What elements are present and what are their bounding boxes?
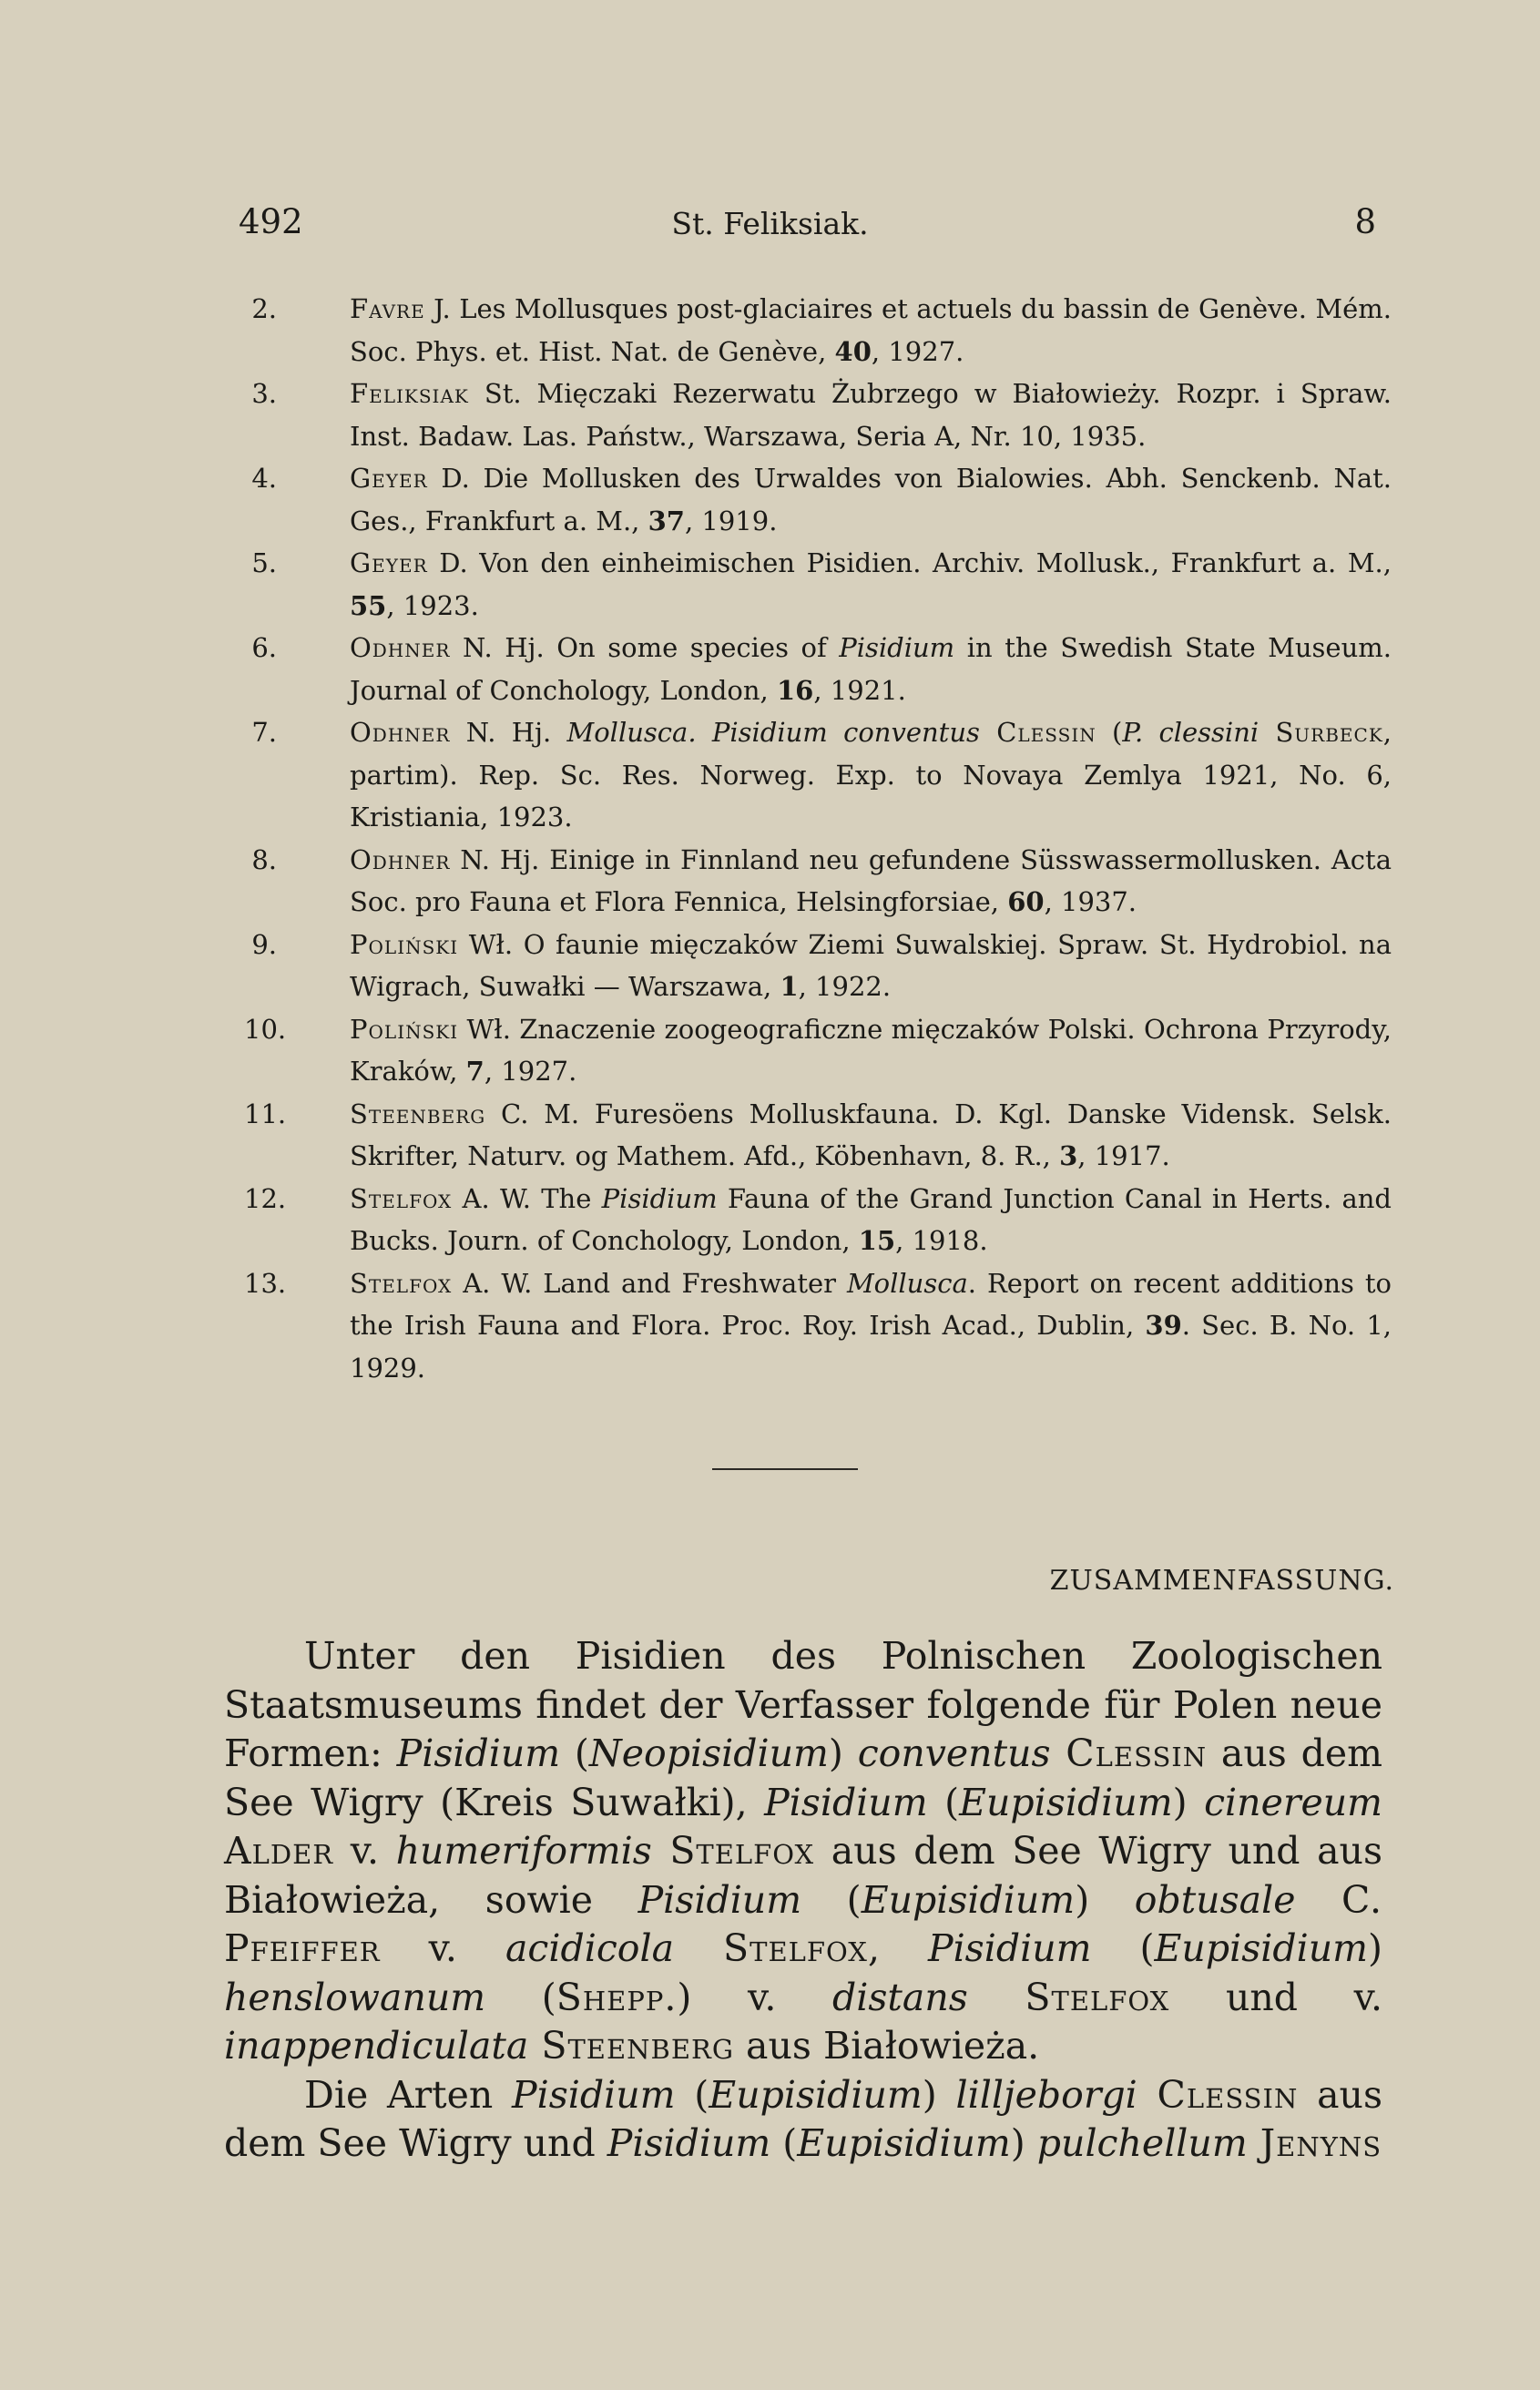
- reference-item: [244, 711, 1392, 839]
- reference-text: . Report on recent additions to the Irish Fauna and Flora. Proc. Roy. Irish Acad., Dublin,: [350, 1267, 1392, 1341]
- summary-run: (: [927, 1780, 960, 1824]
- reference-text: , 1927.: [484, 1056, 577, 1087]
- summary-run: (: [560, 1731, 589, 1775]
- summary-title: ZUSAMMENFASSUNG.: [1049, 1565, 1394, 1597]
- reference-text: (: [1096, 717, 1123, 748]
- reference-author: Stelfox: [350, 1267, 453, 1299]
- reference-text: C. M. Furesöens Molluskfauna. D. Kgl. Danske Vidensk. Selsk. Skrifter, Naturv. og Mathem. Afd., Köbenhavn, 8. R.,: [350, 1098, 1392, 1171]
- reference-author: Feliksiak: [350, 378, 469, 409]
- reference-volume: 37: [648, 505, 685, 536]
- reference-text: , 1922.: [798, 971, 892, 1002]
- summary-run: (: [801, 1877, 862, 1922]
- reference-volume: 16: [777, 674, 814, 706]
- reference-number: 6.: [251, 632, 277, 663]
- reference-author: Geyer: [350, 463, 428, 494]
- reference-number: 13.: [244, 1267, 287, 1299]
- reference-text: . Sec. B. No. 1, 1929.: [350, 1310, 1392, 1384]
- reference-number: 11.: [244, 1098, 287, 1129]
- reference-text: , 1927.: [871, 335, 964, 367]
- reference-text: in the Swedish State Museum. Journal of Conchology, London,: [350, 632, 1392, 706]
- author-name: Stelfox: [651, 1829, 815, 1873]
- reference-number: 5.: [251, 547, 277, 578]
- taxon-italic: Eupisidium: [959, 1780, 1173, 1824]
- reference-volume: 40: [834, 335, 872, 367]
- reference-item: [244, 839, 1392, 924]
- reference-number: 4.: [251, 463, 277, 494]
- summary-paragraph: [224, 1632, 1382, 2071]
- author-name: Stelfox: [674, 1926, 868, 1970]
- reference-italic: Pisidium: [601, 1182, 718, 1214]
- summary-text: [224, 1632, 1382, 2169]
- summary-run: v.: [333, 1829, 396, 1873]
- reference-text: , partim). Rep. Sc. Res. Norweg. Exp. to Novaya Zemlya 1921, No. 6, Kristiania, 1923.: [350, 717, 1392, 832]
- summary-run: ): [828, 1731, 858, 1775]
- reference-volume: 7: [465, 1056, 484, 1087]
- author-name: Clessin: [1050, 1731, 1208, 1775]
- taxon-italic: henslowanum: [224, 1975, 486, 2019]
- taxon-italic: cinereum: [1204, 1780, 1382, 1824]
- reference-item: [244, 1262, 1392, 1390]
- reference-text: , 1918.: [895, 1225, 988, 1256]
- summary-run: ): [922, 2072, 956, 2117]
- taxon-italic: obtusale: [1134, 1877, 1296, 1922]
- summary-paragraph: [224, 2071, 1382, 2169]
- author-name: Alder: [224, 1829, 334, 1873]
- reference-text: Wł. O faunie mięczaków Ziemi Suwalskiej. Spraw. St. Hydrobiol. na Wigrach, Suwałki — Warszawa,: [350, 928, 1392, 1002]
- reference-author: Steenberg: [350, 1098, 486, 1129]
- reference-number: 8.: [251, 843, 277, 875]
- reference-volume: 1: [780, 971, 799, 1002]
- author-name: Jenyns: [1247, 2121, 1382, 2165]
- taxon-italic: Pisidium: [512, 2072, 676, 2117]
- reference-number: 2.: [251, 293, 277, 324]
- reference-number: 3.: [251, 378, 277, 409]
- reference-text: D. Von den einheimischen Pisidien. Archiv. Mollusk., Frankfurt a. M.,: [427, 547, 1392, 578]
- reference-list: [244, 288, 1392, 1389]
- reference-author: Poliński: [350, 1013, 459, 1045]
- taxon-italic: Eupisidium: [797, 2121, 1011, 2165]
- reference-author: Clessin: [979, 717, 1096, 748]
- reference-text: N. Hj. On some species of: [450, 632, 840, 663]
- reference-item: [244, 627, 1392, 711]
- summary-run: v.: [380, 1926, 505, 1970]
- taxon-italic: Eupisidium: [861, 1877, 1076, 1922]
- reference-text: N. Hj. Einige in Finnland neu gefundene Süsswassermollusken. Acta Soc. pro Fauna et Flora Fennica, Helsingforsiae,: [350, 843, 1392, 917]
- reference-number: 7.: [251, 717, 277, 748]
- reference-item: [244, 373, 1392, 457]
- summary-run: Die Arten: [304, 2072, 513, 2117]
- reference-item: [244, 457, 1392, 542]
- taxon-italic: Pisidium: [764, 1780, 928, 1824]
- reference-author: Odhner: [350, 632, 451, 663]
- page-number: 492: [239, 202, 303, 241]
- taxon-italic: Pisidium: [396, 1731, 561, 1775]
- summary-run: (: [770, 2121, 798, 2165]
- author-name: Clessin: [1137, 2072, 1299, 2117]
- reference-text: , 1937.: [1044, 886, 1137, 917]
- reference-volume: 60: [1007, 886, 1045, 917]
- author-name: Steenberg: [528, 2024, 734, 2068]
- reference-text: , 1917.: [1077, 1140, 1170, 1171]
- taxon-italic: Eupisidium: [709, 2072, 923, 2117]
- reference-item: [244, 924, 1392, 1008]
- reference-volume: 15: [858, 1225, 896, 1256]
- section-mark: 8: [1354, 202, 1376, 241]
- reference-text: N. Hj.: [450, 717, 567, 748]
- reference-text: St. Mięczaki Rezerwatu Żubrzego w Białowieży. Rozpr. i Spraw. Inst. Badaw. Las. Państw., Warszawa, Seria A, Nr. 10, 1935.: [350, 378, 1392, 452]
- reference-italic: Pisidium: [839, 632, 955, 663]
- reference-italic: Mollusca. Pisidium conventus: [566, 717, 980, 748]
- reference-italic: Mollusca: [846, 1267, 968, 1299]
- reference-item: [244, 1008, 1392, 1093]
- reference-item: [244, 1178, 1392, 1262]
- reference-italic: P. clessini: [1122, 717, 1260, 748]
- summary-run: aus dem See Wigry und aus Białowieża, sowie: [224, 1829, 1382, 1922]
- reference-item: [244, 288, 1392, 373]
- reference-item: [244, 542, 1392, 627]
- summary-run: Unter den Pisidien des Polnischen Zoologischen Staatsmuseums findet der Verfasser folgende für Polen neue Formen:: [224, 1634, 1382, 1775]
- reference-text: A. W. The: [452, 1182, 602, 1214]
- taxon-italic: distans: [832, 1975, 968, 2019]
- taxon-italic: Pisidium: [607, 2121, 771, 2165]
- reference-number: 12.: [244, 1182, 287, 1214]
- taxon-italic: pulchellum: [1036, 2121, 1248, 2165]
- section-divider: [712, 1468, 858, 1470]
- reference-text: , 1923.: [386, 589, 479, 621]
- reference-number: 10.: [244, 1013, 287, 1045]
- summary-run: ,: [867, 1926, 928, 1970]
- author-name: C. Pfeiffer: [224, 1877, 1382, 1970]
- reference-text: D. Die Mollusken des Urwaldes von Bialowies. Abh. Senckenb. Nat. Ges., Frankfurt a. M.,: [350, 463, 1392, 536]
- reference-author: Surbeck: [1259, 717, 1383, 748]
- reference-volume: 55: [350, 589, 387, 621]
- reference-text: , 1919.: [684, 505, 778, 536]
- summary-run: ): [1368, 1926, 1382, 1970]
- taxon-italic: humeriformis: [395, 1829, 652, 1873]
- reference-volume: 3: [1059, 1140, 1078, 1171]
- reference-volume: 39: [1145, 1310, 1182, 1341]
- author-name: Shepp.: [556, 1975, 678, 2019]
- summary-run: ): [1172, 1780, 1205, 1824]
- taxon-italic: lilljeborgi: [955, 2072, 1137, 2117]
- reference-text: J. Les Mollusques post-glaciaires et actuels du bassin de Genève. Mém. Soc. Phys. et. Hist. Nat. de Genève,: [350, 293, 1392, 367]
- reference-text: Fauna of the Grand Junction Canal in Herts. and Bucks. Journ. of Conchology, London,: [350, 1182, 1392, 1256]
- running-title: St. Feliksiak.: [671, 206, 869, 241]
- reference-author: Odhner: [350, 843, 451, 875]
- reference-author: Favre: [350, 293, 425, 324]
- reference-author: Poliński: [350, 928, 459, 960]
- reference-author: Stelfox: [350, 1182, 453, 1214]
- reference-author: Geyer: [350, 547, 428, 578]
- page-header: [0, 202, 1540, 248]
- summary-run: ) v.: [677, 1975, 833, 2019]
- summary-run: ): [1010, 2121, 1037, 2165]
- reference-text: , 1921.: [813, 674, 906, 706]
- reference-text: A. W. Land and Freshwater: [452, 1267, 847, 1299]
- taxon-italic: inappendiculata: [224, 2024, 529, 2068]
- taxon-italic: Eupisidium: [1154, 1926, 1368, 1970]
- taxon-italic: acidicola: [505, 1926, 675, 1970]
- summary-run: ): [1075, 1877, 1135, 1922]
- author-name: Stelfox: [967, 1975, 1170, 2019]
- summary-run: und v.: [1169, 1975, 1382, 2019]
- taxon-italic: Pisidium: [927, 1926, 1092, 1970]
- taxon-italic: Neopisidium: [588, 1731, 829, 1775]
- reference-number: 9.: [251, 928, 277, 960]
- summary-run: aus dem See Wigry (Kreis Suwałki),: [224, 1731, 1382, 1824]
- summary-run: aus dem See Wigry und: [224, 2072, 1382, 2165]
- summary-run: aus Białowieża.: [734, 2024, 1040, 2068]
- reference-author: Odhner: [350, 717, 451, 748]
- taxon-italic: Pisidium: [637, 1877, 802, 1922]
- summary-run: (: [485, 1975, 556, 2019]
- reference-text: Wł. Znaczenie zoogeograficzne mięczaków Polski. Ochrona Przyrody, Kraków,: [350, 1013, 1392, 1087]
- reference-item: [244, 1093, 1392, 1178]
- summary-run: (: [1091, 1926, 1155, 1970]
- summary-run: (: [675, 2072, 709, 2117]
- taxon-italic: conventus: [857, 1731, 1051, 1775]
